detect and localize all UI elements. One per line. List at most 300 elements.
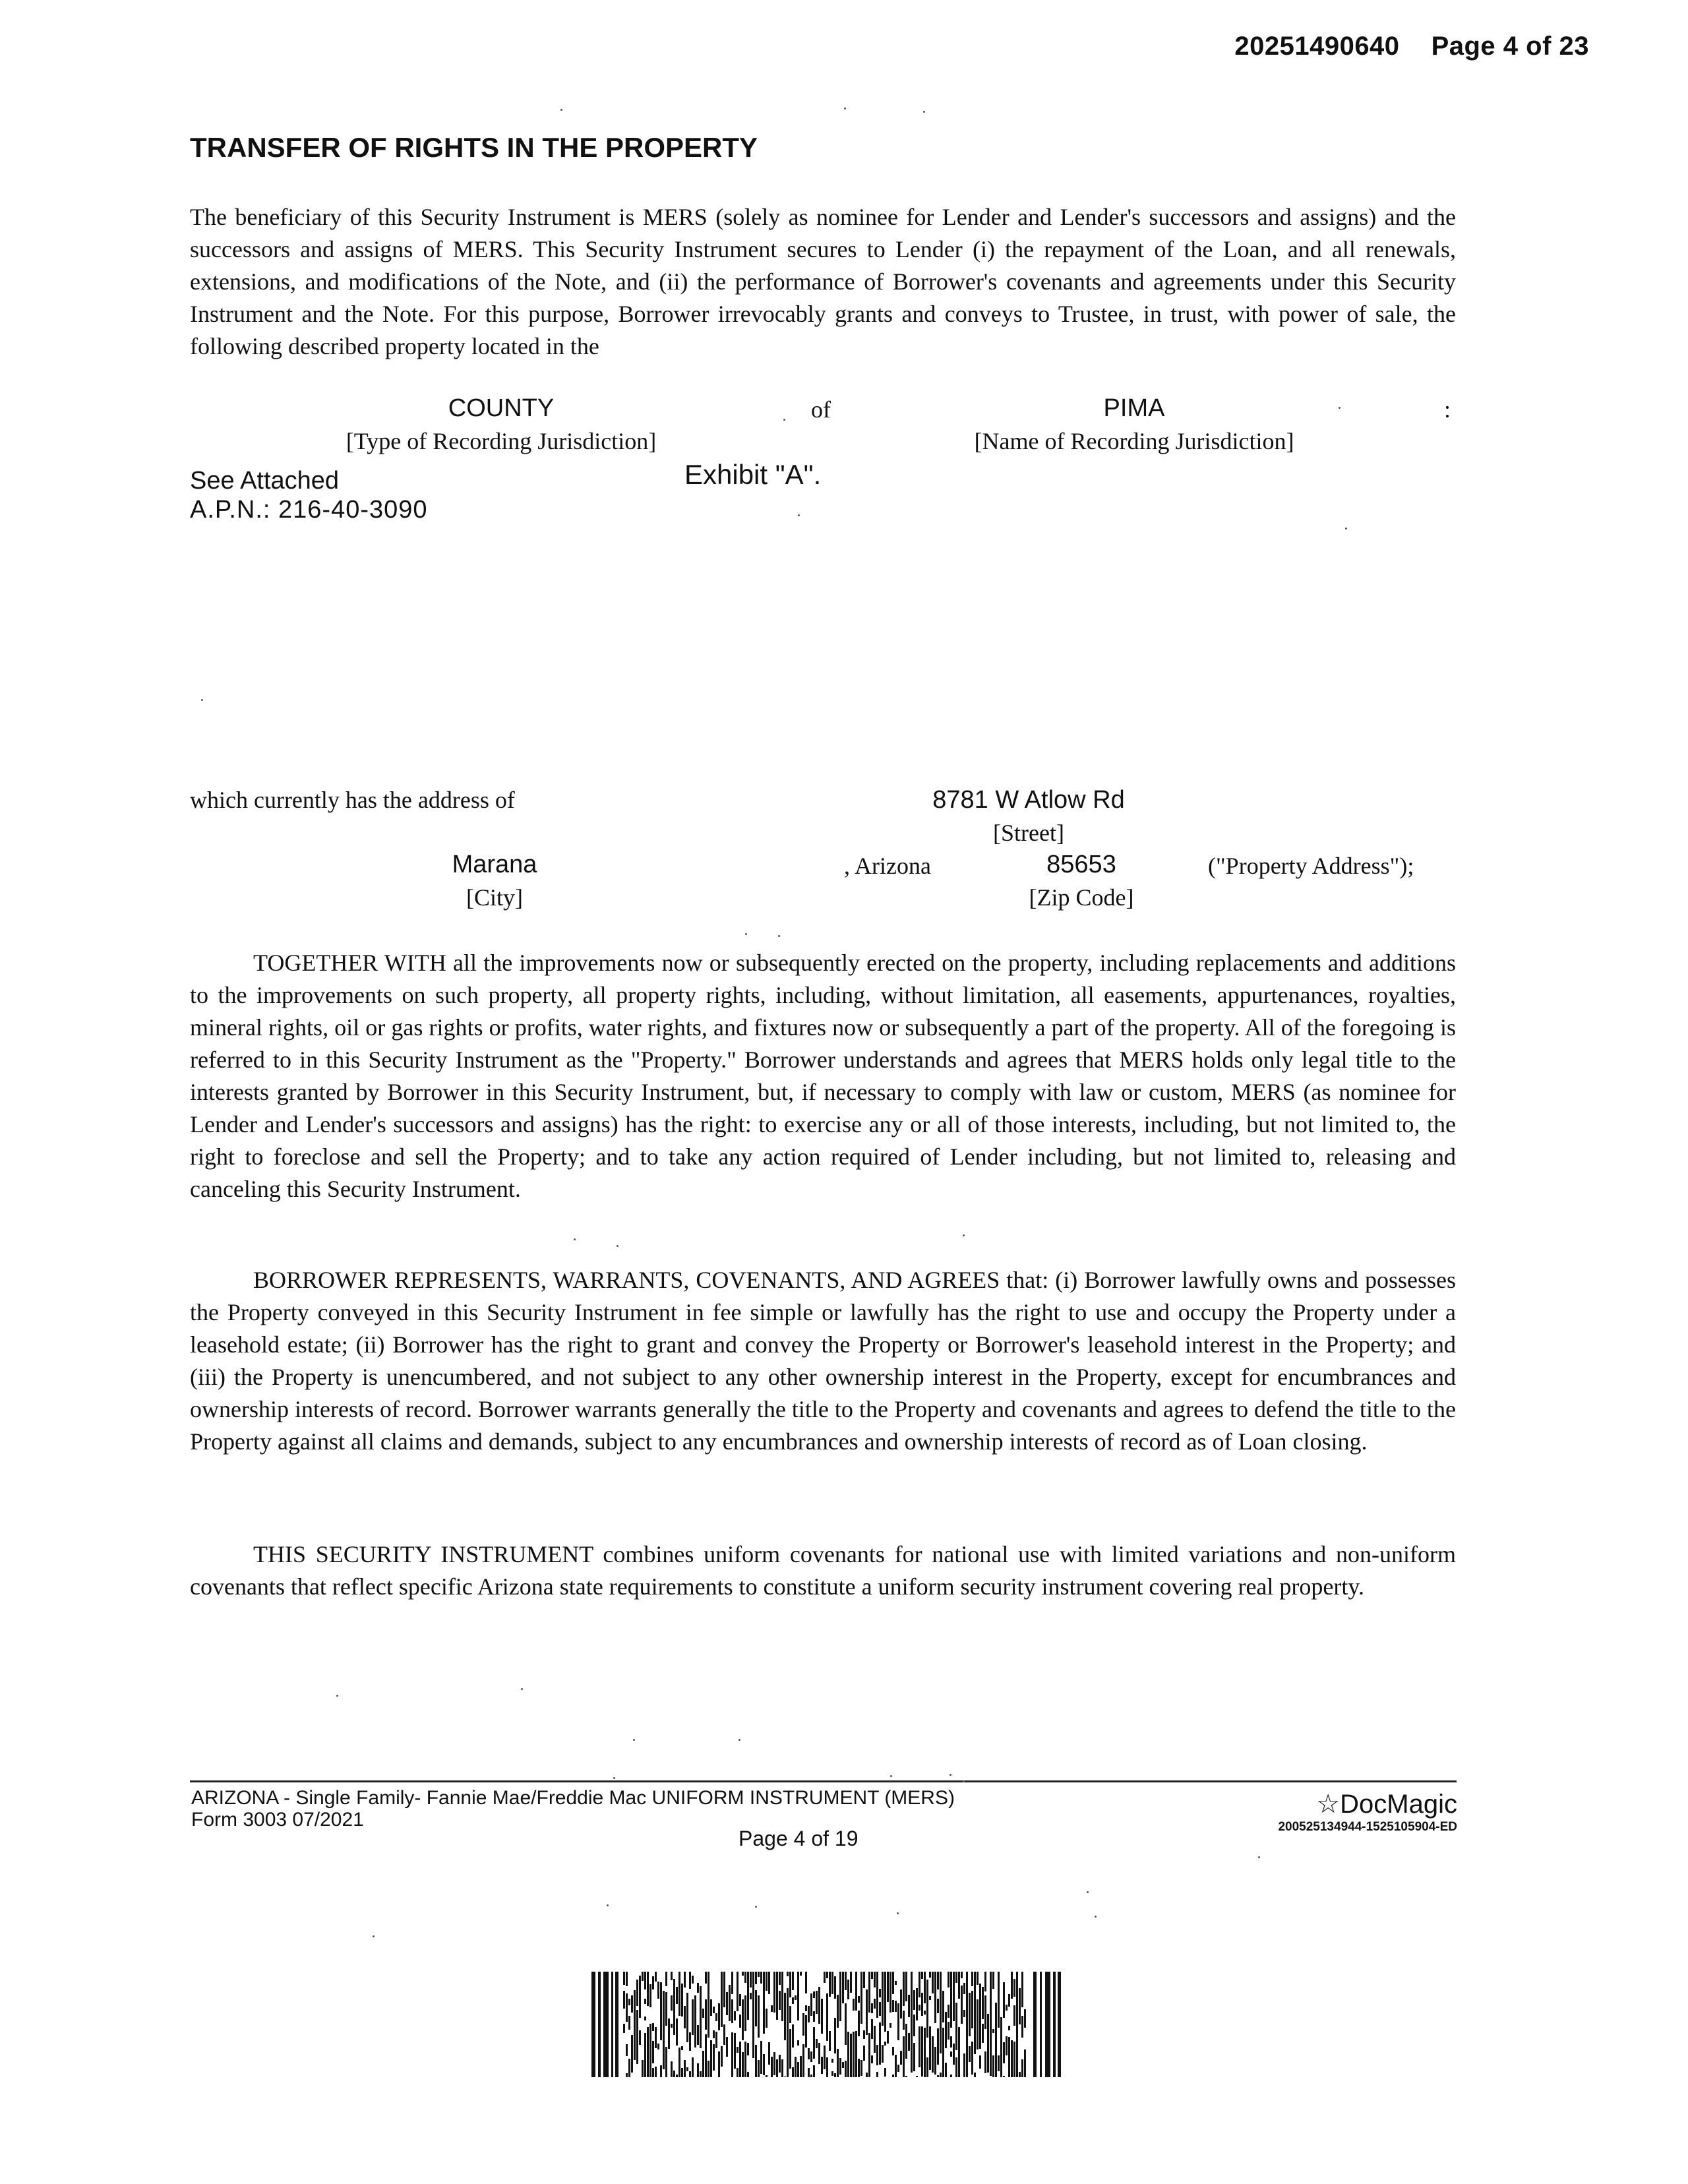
- barcode-bar: [874, 2026, 876, 2043]
- barcode-bar: [684, 1976, 686, 1987]
- property-address-label: ("Property Address");: [1208, 853, 1414, 879]
- barcode-bar: [663, 2041, 665, 2047]
- barcode-bar: [961, 1972, 963, 1978]
- barcode-bar: [921, 2059, 923, 2077]
- barcode-bar: [713, 2044, 715, 2056]
- barcode-bar: [932, 2052, 934, 2063]
- barcode-bar: [689, 1980, 691, 1989]
- barcode-bar: [821, 1999, 823, 2005]
- barcode-bar: [797, 1972, 799, 1995]
- barcode-bar: [868, 1972, 870, 1983]
- barcode-bar: [694, 2024, 696, 2048]
- barcode-bar: [771, 2005, 773, 2012]
- barcode-bar: [884, 1990, 886, 1995]
- barcode-bar: [1008, 2026, 1010, 2030]
- scan-speck: [1345, 528, 1347, 530]
- barcode-bar: [953, 2009, 955, 2021]
- barcode-bar: [1016, 2074, 1018, 2077]
- barcode-bar: [855, 2067, 857, 2077]
- barcode-bar: [966, 2069, 968, 2077]
- barcode-bar: [845, 1972, 847, 1990]
- barcode-bar: [758, 2060, 760, 2075]
- barcode-bar: [676, 2018, 678, 2032]
- barcode-bar: [1008, 2072, 1010, 2077]
- barcode-bar: [995, 2016, 997, 2034]
- barcode-bar: [678, 2063, 680, 2076]
- barcode-bar: [905, 2040, 907, 2059]
- barcode-bar: [889, 1972, 891, 1981]
- barcode-bar: [737, 2068, 738, 2077]
- barcode-bar: [813, 2027, 815, 2034]
- barcode-bar: [700, 1986, 702, 2006]
- scan-speck: [1258, 1856, 1260, 1858]
- barcode-bar: [705, 2058, 707, 2076]
- barcode-bar: [1013, 2013, 1015, 2026]
- barcode-bar: [818, 2043, 820, 2058]
- barcode-bar: [1019, 1988, 1021, 2001]
- barcode-bar: [950, 1991, 952, 2009]
- barcode-bar: [639, 1993, 641, 2010]
- barcode-bar: [642, 2060, 644, 2064]
- barcode-bar: [747, 1972, 749, 1992]
- barcode-bar: [673, 1979, 675, 1999]
- docmagic-logo: [1316, 1789, 1457, 1819]
- barcode-bar: [744, 1972, 746, 1983]
- barcode-bar: [611, 1972, 613, 2077]
- barcode-bar: [805, 2005, 807, 2011]
- barcode-bar: [953, 2044, 955, 2050]
- barcode-bar: [847, 2055, 849, 2066]
- barcode-bar: [837, 2012, 839, 2028]
- barcode-bar: [623, 2003, 625, 2009]
- barcode-bar: [884, 1995, 886, 2015]
- barcode-bar: [850, 1972, 852, 1993]
- barcode-bar: [900, 2001, 902, 2018]
- barcode-bar: [998, 2055, 1000, 2071]
- barcode-bar: [652, 1976, 654, 1989]
- see-attached-text: See Attached: [190, 467, 340, 495]
- barcode-bar: [813, 2044, 815, 2059]
- scan-speck: [201, 699, 203, 701]
- barcode-bar: [750, 1972, 752, 1979]
- barcode-bar: [837, 2055, 839, 2077]
- barcode-bar: [874, 1972, 876, 1987]
- barcode-bar: [913, 2043, 915, 2063]
- barcode-bar: [853, 2058, 855, 2068]
- barcode-bar: [634, 1990, 636, 1999]
- barcode-bar: [1006, 2036, 1008, 2055]
- barcode-bar: [1016, 2022, 1018, 2040]
- barcode-bar: [760, 2041, 762, 2045]
- barcode-bar: [818, 2058, 820, 2064]
- barcode-bar: [784, 2024, 786, 2030]
- barcode-bar: [723, 1972, 725, 1988]
- barcode-bar: [668, 2018, 670, 2029]
- barcode-bar: [665, 2058, 667, 2077]
- barcode-bar: [660, 2008, 662, 2029]
- barcode-image: [591, 1972, 1061, 2077]
- barcode-bar: [729, 2017, 731, 2021]
- barcode-bar: [847, 2066, 849, 2077]
- barcode-bar: [647, 2059, 649, 2074]
- barcode-bar: [950, 1978, 952, 1991]
- barcode-bar: [1011, 1978, 1013, 1999]
- barcode-bar: [987, 2063, 989, 2073]
- barcode-bar: [998, 2008, 1000, 2028]
- barcode-bar: [948, 1972, 950, 1987]
- barcode-bar: [826, 2034, 828, 2041]
- barcode-bar: [747, 2043, 749, 2055]
- barcode-bar: [958, 2062, 960, 2077]
- barcode-bar: [636, 2030, 638, 2043]
- barcode-bar: [781, 1972, 783, 1985]
- barcode-bar: [1033, 1972, 1037, 2077]
- barcode-bar: [718, 2003, 720, 2018]
- barcode-bar: [969, 2046, 971, 2062]
- barcode-bar: [710, 2066, 712, 2077]
- barcode-bar: [755, 2016, 757, 2026]
- barcode-bar: [887, 1980, 889, 2002]
- barcode-bar: [858, 2059, 860, 2077]
- barcode-bar: [863, 1972, 865, 1988]
- barcode-bar: [644, 1972, 646, 1989]
- barcode-bar: [969, 1993, 971, 2008]
- barcode-bar: [945, 2012, 947, 2026]
- barcode-bar: [953, 1988, 955, 2009]
- barcode-bar: [926, 2057, 928, 2065]
- barcode-bar: [876, 1991, 878, 1997]
- barcode-bar: [1013, 2072, 1015, 2077]
- barcode-bar: [882, 1987, 884, 2007]
- barcode-bar: [755, 2065, 757, 2077]
- barcode-bar: [705, 2034, 707, 2051]
- barcode-bar: [850, 2062, 852, 2077]
- barcode-bar: [1024, 2070, 1026, 2077]
- barcode-bar: [937, 2050, 939, 2065]
- barcode-bar: [731, 2060, 733, 2077]
- barcode-bar: [779, 2055, 781, 2073]
- barcode-bar: [647, 2074, 649, 2077]
- barcode-bar: [842, 1984, 844, 2003]
- barcode-bar: [916, 2076, 918, 2077]
- barcode-bar: [787, 2011, 789, 2027]
- barcode-bar: [692, 2017, 694, 2035]
- barcode-bar: [660, 2072, 662, 2077]
- barcode-bar: [1011, 2059, 1013, 2077]
- barcode-bar: [992, 1972, 994, 1989]
- barcode-bar: [692, 1976, 694, 1984]
- barcode-bar: [673, 2071, 675, 2077]
- barcode-bar: [1016, 2001, 1018, 2010]
- barcode-bar: [649, 2056, 651, 2077]
- barcode-bar: [884, 2028, 886, 2032]
- barcode-bar: [977, 2036, 979, 2043]
- barcode-bar: [990, 2071, 992, 2076]
- barcode-bar: [649, 2042, 651, 2056]
- barcode-bar: [773, 1995, 775, 2013]
- barcode-bar: [681, 1984, 683, 2003]
- barcode-bar: [831, 2059, 833, 2063]
- barcode-bar: [737, 1972, 738, 1989]
- barcode-bar: [655, 1972, 657, 1982]
- barcode-bar: [755, 2045, 757, 2065]
- barcode-bar: [921, 2026, 923, 2044]
- barcode-bar: [1000, 2022, 1002, 2036]
- barcode-bar: [700, 2026, 702, 2044]
- barcode-bar: [1008, 2042, 1010, 2051]
- barcode-bar: [879, 1989, 881, 1997]
- barcode-bar: [747, 1992, 749, 2012]
- barcode-bar: [760, 1972, 762, 1977]
- scan-speck: [778, 935, 780, 937]
- barcode-bar: [734, 2033, 736, 2046]
- scan-speck: [373, 1935, 375, 1937]
- barcode-bar: [755, 1972, 757, 1976]
- barcode-bar: [889, 2007, 891, 2013]
- barcode-bar: [763, 1972, 765, 1985]
- barcode-bar: [953, 2050, 955, 2065]
- barcode-bar: [913, 2003, 915, 2010]
- scan-speck: [574, 1238, 576, 1240]
- barcode-bar: [758, 2017, 760, 2038]
- jurisdiction-name-value: PIMA: [1103, 394, 1165, 422]
- barcode-bar: [926, 2065, 928, 2077]
- barcode-bar: [805, 2027, 807, 2048]
- borrower-represents-paragraph: BORROWER REPRESENTS, WARRANTS, COVENANTS, AND AGREES that: (i) Borrower lawfully owns and possesses the Property conveyed in this Security Instrument in fee simple or lawfully has the right to use and occupy the Property under a leasehold estate; (ii) Borrower has the right to grant and convey the Property or Borrower's leasehold interest in the Property; and (iii) the Property is unencumbered, and not subject to any other ownership interest in the Property, except for encumbrances and ownership interests of record. Borrower warrants generally the title to the Property and covenants and agrees to defend the title to the Property against all claims and demands, subject to any encumbrances and ownership interests of record as of Loan closing.: [190, 1267, 1456, 1455]
- barcode-bar: [966, 2063, 968, 2069]
- barcode-bar: [990, 2055, 992, 2060]
- barcode-bar: [1016, 2053, 1018, 2074]
- footer-page-number: Page 4 of 19: [738, 1827, 859, 1850]
- barcode-bar: [942, 2071, 944, 2077]
- barcode-bar: [792, 1997, 794, 2004]
- scan-speck: [923, 111, 925, 113]
- barcode-bar: [647, 2040, 649, 2059]
- scan-speck: [963, 1780, 965, 1782]
- barcode-bar: [982, 2007, 984, 2019]
- barcode-bar: [921, 1993, 923, 1999]
- barcode-bar: [742, 1972, 744, 1976]
- barcode-bar: [776, 2007, 778, 2020]
- barcode-bar: [913, 1990, 915, 2003]
- footer-divider: [190, 1780, 1457, 1782]
- barcode-bar: [631, 2060, 633, 2073]
- barcode-bar: [984, 2018, 986, 2029]
- barcode-bar: [982, 2024, 984, 2043]
- barcode-bar: [763, 2012, 765, 2034]
- barcode-bar: [726, 1992, 728, 2010]
- barcode-bar: [800, 1972, 802, 1976]
- barcode-bar: [684, 2060, 686, 2077]
- barcode-bar: [1053, 1972, 1056, 2077]
- barcode-bar: [853, 2041, 855, 2058]
- barcode-bar: [758, 2002, 760, 2017]
- barcode-bar: [700, 2044, 702, 2048]
- scan-speck: [607, 1904, 609, 1906]
- barcode-bar: [926, 1991, 928, 1998]
- barcode-bar: [929, 2026, 931, 2040]
- barcode-bar: [713, 2056, 715, 2071]
- barcode-bar: [892, 2047, 894, 2055]
- barcode-bar: [671, 2061, 673, 2073]
- barcode-bar: [908, 1995, 910, 2017]
- barcode-bar: [813, 2071, 815, 2077]
- barcode-bar: [821, 2057, 823, 2074]
- scan-speck: [613, 1777, 615, 1779]
- barcode-bar: [789, 2034, 791, 2055]
- barcode-bar: [834, 1976, 836, 1999]
- barcode-bar: [721, 2046, 723, 2067]
- barcode-bar: [810, 2051, 812, 2062]
- barcode-bar: [895, 1981, 897, 1985]
- barcode-bar: [887, 2031, 889, 2039]
- barcode-bar: [955, 1972, 957, 1983]
- barcode-bar: [787, 2044, 789, 2065]
- barcode-bar: [850, 2034, 852, 2044]
- barcode-bar: [958, 1987, 960, 1999]
- barcode-bar: [713, 2007, 715, 2013]
- barcode-bar: [818, 2010, 820, 2024]
- barcode-bar: [826, 1993, 828, 2007]
- barcode-bar: [911, 2015, 913, 2019]
- barcode-bar: [826, 2018, 828, 2034]
- barcode-bar: [702, 2051, 704, 2056]
- barcode-bar: [1003, 1993, 1005, 2012]
- barcode-bar: [984, 2051, 986, 2073]
- barcode-bar: [926, 2007, 928, 2021]
- barcode-bar: [860, 1972, 862, 1990]
- barcode-bar: [792, 2024, 794, 2048]
- barcode-bar: [702, 2071, 704, 2077]
- barcode-bar: [932, 2036, 934, 2052]
- barcode-bar: [990, 1989, 992, 2010]
- barcode-bar: [884, 2015, 886, 2028]
- barcode-bar: [631, 2048, 633, 2060]
- barcode-bar: [628, 2021, 630, 2030]
- barcode-bar: [977, 2021, 979, 2028]
- barcode-bar: [937, 2028, 939, 2050]
- barcode-bar: [850, 2044, 852, 2062]
- barcode-bar: [911, 1995, 913, 2015]
- barcode-bar: [879, 2059, 881, 2065]
- barcode-bar: [831, 1972, 833, 1984]
- barcode-bar: [874, 2043, 876, 2053]
- barcode-bar: [963, 2071, 965, 2077]
- document-code: 200525134944-1525105904-ED: [1278, 1820, 1457, 1834]
- barcode-bar: [921, 1972, 923, 1979]
- barcode-bar: [739, 2015, 741, 2028]
- barcode-bar: [789, 1990, 791, 1997]
- barcode-bar: [779, 1991, 781, 2010]
- barcode-bar: [655, 2067, 657, 2077]
- barcode-bar: [950, 2075, 952, 2077]
- barcode-bar: [763, 2008, 765, 2012]
- barcode-bar: [663, 1991, 665, 2013]
- barcode-bar: [665, 1992, 667, 2012]
- barcode-bar: [705, 2021, 707, 2030]
- barcode-bar: [979, 2018, 981, 2035]
- barcode-bar: [626, 1993, 628, 2016]
- barcode-bar: [879, 2022, 881, 2032]
- barcode-bar: [644, 2061, 646, 2067]
- barcode-bar: [789, 2059, 791, 2069]
- barcode-bar: [1021, 2016, 1023, 2021]
- barcode-bar: [940, 2001, 942, 2009]
- barcode-bar: [639, 1976, 641, 1993]
- barcode-bar: [1008, 2037, 1010, 2042]
- barcode-bar: [895, 2055, 897, 2077]
- barcode-bar: [845, 2025, 847, 2034]
- barcode-bar: [771, 2064, 773, 2077]
- scan-speck: [890, 1775, 892, 1777]
- barcode-bar: [934, 2047, 936, 2069]
- barcode-bar: [905, 1991, 907, 2001]
- barcode-bar: [810, 1999, 812, 2016]
- barcode-bar: [623, 2024, 625, 2033]
- barcode-bar: [1003, 2012, 1005, 2018]
- barcode-bar: [974, 2038, 976, 2054]
- barcode-bar: [892, 2075, 894, 2077]
- barcode-bar: [908, 2046, 910, 2051]
- barcode-bar: [678, 1984, 680, 2005]
- barcode-bar: [668, 2029, 670, 2049]
- barcode-bar: [715, 2013, 717, 2021]
- barcode-bar: [926, 2021, 928, 2038]
- barcode-bar: [1000, 2036, 1002, 2048]
- barcode-bar: [911, 2019, 913, 2039]
- barcode-bar: [1003, 2042, 1005, 2063]
- barcode-bar: [787, 1972, 789, 1976]
- barcode-bar: [979, 2035, 981, 2049]
- barcode-bar: [992, 2055, 994, 2074]
- barcode-bar: [895, 2001, 897, 2012]
- barcode-bar: [636, 2025, 638, 2030]
- barcode-bar: [868, 2055, 870, 2071]
- barcode-bar: [903, 1972, 905, 1995]
- scan-speck: [633, 1739, 635, 1741]
- barcode-bar: [768, 1972, 770, 1984]
- barcode-bar: [977, 2028, 979, 2036]
- barcode-bar: [718, 2051, 720, 2071]
- barcode-bar: [868, 2033, 870, 2055]
- scan-speck: [560, 109, 562, 111]
- barcode-bar: [747, 2076, 749, 2077]
- barcode-bar: [1045, 1972, 1050, 2077]
- barcode-bar: [647, 2027, 649, 2040]
- barcode-bar: [871, 2019, 873, 2039]
- barcode-bar: [644, 1999, 646, 2004]
- barcode-bar: [729, 1998, 731, 2017]
- barcode-bar: [1011, 2040, 1013, 2059]
- star-icon: ☆: [1316, 1790, 1341, 1819]
- barcode-bar: [686, 2004, 688, 2011]
- barcode-bar: [766, 2075, 768, 2077]
- barcode-bar: [929, 2050, 931, 2070]
- barcode-bar: [797, 2040, 799, 2046]
- barcode-bar: [721, 2020, 723, 2027]
- barcode-bar: [950, 2009, 952, 2028]
- barcode-bar: [955, 2057, 957, 2077]
- barcode-bar: [665, 2047, 667, 2058]
- barcode-bar: [742, 2052, 744, 2058]
- barcode-bar: [789, 2029, 791, 2034]
- barcode-bar: [924, 2046, 926, 2053]
- barcode-bar: [831, 1984, 833, 1994]
- barcode-bar: [673, 1999, 675, 2020]
- barcode-bar: [631, 2035, 633, 2048]
- barcode-bar: [834, 2031, 836, 2053]
- barcode-bar: [816, 2039, 818, 2048]
